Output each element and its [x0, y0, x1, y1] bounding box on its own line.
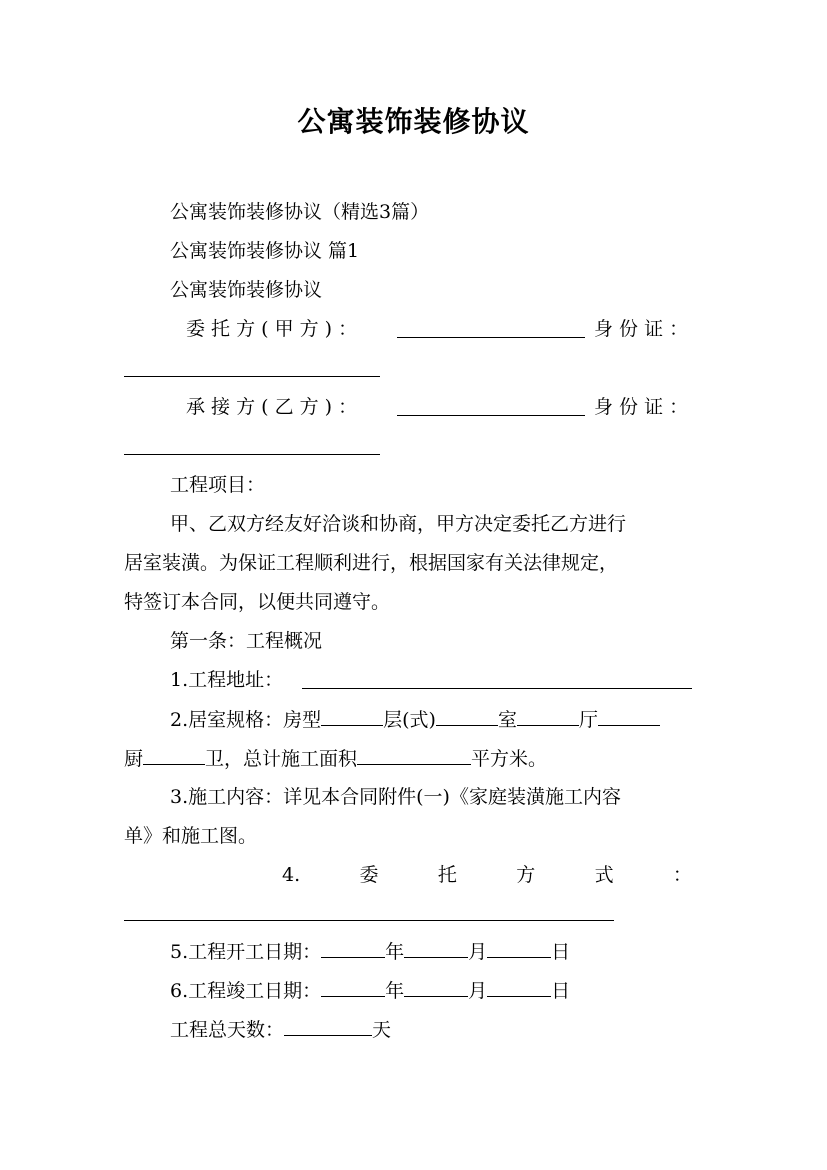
article1-heading: 第一条：工程概况	[170, 630, 323, 652]
item4-line	[282, 863, 692, 887]
item2-blank-type	[321, 707, 383, 726]
party-b-id-blank	[124, 454, 380, 455]
item5-year: 年	[385, 941, 405, 963]
item2-line2	[124, 746, 547, 771]
project-label: 工程项目：	[170, 474, 266, 496]
party-a-id-blank	[124, 376, 380, 377]
item4-char: 式	[594, 864, 614, 886]
item2-blank-chu	[143, 746, 205, 765]
item2-ting: 厅	[578, 709, 598, 731]
item2-blank-area	[357, 746, 471, 765]
item2-shi: 室	[497, 709, 517, 731]
party-b-label: 承 接 方 ( 乙 方 ) ：	[186, 396, 358, 418]
item6-month: 月	[468, 980, 488, 1002]
item2-blank-ting	[598, 707, 660, 726]
para1-line3: 特签订本合同，以便共同遵守。	[124, 591, 391, 613]
sub-title: 公寓装饰装修协议	[170, 279, 323, 301]
party-b-id-label: 身 份 证 ：	[594, 396, 689, 418]
item6-day: 日	[551, 980, 571, 1002]
item5-blank-year	[321, 939, 385, 958]
item2-wei: 卫，总计施工面积	[205, 748, 358, 770]
party-a-label: 委 托 方 ( 甲 方 ) ：	[186, 318, 358, 340]
total-days-blank	[284, 1017, 372, 1036]
item2-blank-shi	[517, 707, 579, 726]
item2-chu: 厨	[124, 748, 144, 770]
item2-unit: 平方米。	[471, 748, 548, 770]
item4-char: 4.	[282, 864, 301, 886]
item2-label: 2.居室规格：房型	[170, 709, 322, 731]
item6-line	[170, 978, 570, 1003]
party-b-blank	[397, 415, 585, 416]
item2-blank-ceng	[436, 707, 498, 726]
item6-blank-month	[404, 978, 468, 997]
item1-blank	[302, 688, 692, 689]
document-title: 公寓装饰装修协议	[297, 105, 530, 138]
party-a-blank	[397, 337, 585, 338]
item6-blank-day	[487, 978, 551, 997]
item5-day: 日	[551, 941, 571, 963]
item3-line2: 单》和施工图。	[124, 825, 258, 847]
item4-blank	[124, 920, 614, 921]
item6-year: 年	[385, 980, 405, 1002]
item5-label: 5.工程开工日期：	[170, 941, 322, 963]
para1-line2: 居室装潢。为保证工程顺利进行，根据国家有关法律规定，	[124, 552, 619, 574]
item3-line1: 3.施工内容：详见本合同附件(一)《家庭装潢施工内容	[170, 786, 621, 808]
item4-char: 托	[437, 864, 457, 886]
party-a-id-label: 身 份 证 ：	[594, 318, 689, 340]
item5-blank-day	[487, 939, 551, 958]
item5-month: 月	[468, 941, 488, 963]
total-days-label: 工程总天数：	[170, 1019, 285, 1041]
item5-blank-month	[404, 939, 468, 958]
item5-line	[170, 939, 570, 964]
item6-label: 6.工程竣工日期：	[170, 980, 322, 1002]
para1-line1: 甲、乙双方经友好洽谈和协商，甲方决定委托乙方进行	[170, 513, 627, 535]
item4-char: 委	[359, 864, 379, 886]
item1-label: 1.工程地址：	[170, 669, 284, 691]
total-days-unit: 天	[372, 1019, 392, 1041]
total-days-line	[170, 1017, 391, 1042]
item4-char: ：	[672, 864, 692, 886]
intro-line: 公寓装饰装修协议（精选3篇）	[170, 201, 430, 223]
item2-line1	[170, 707, 660, 732]
item2-ceng: 层(式)	[383, 709, 436, 731]
item4-char: 方	[516, 864, 536, 886]
item6-blank-year	[321, 978, 385, 997]
part-heading: 公寓装饰装修协议 篇1	[170, 240, 360, 262]
